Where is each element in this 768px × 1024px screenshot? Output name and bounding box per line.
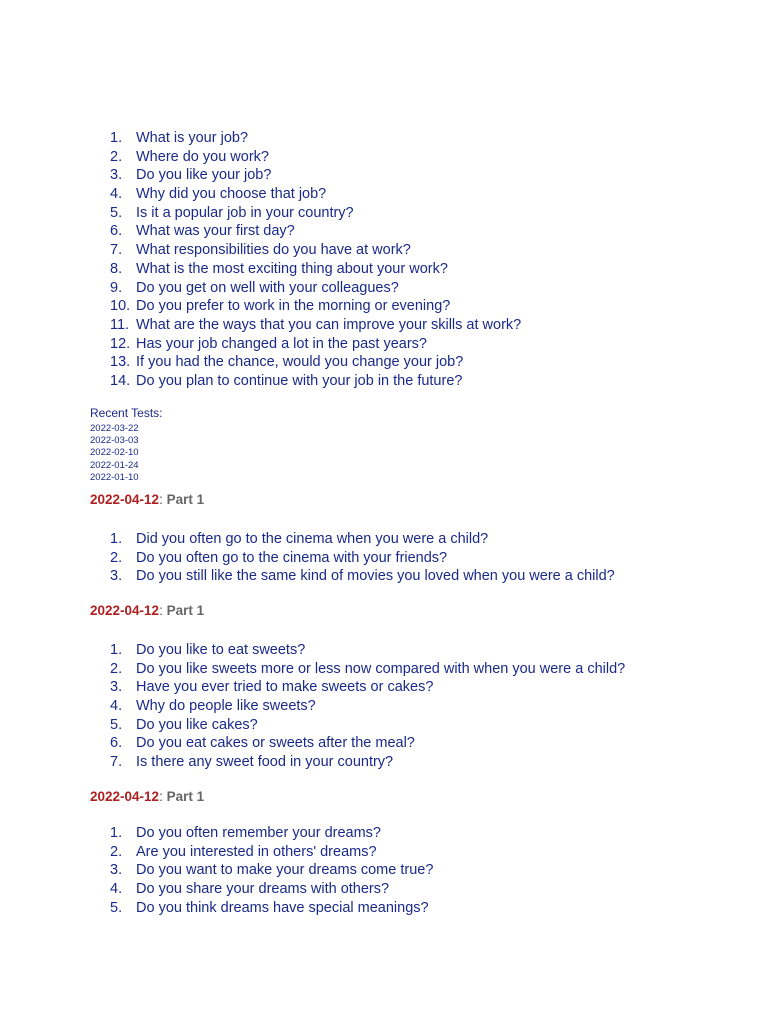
- item-number: 11.: [110, 316, 130, 333]
- list-item: [110, 185, 521, 204]
- item-number: 7.: [110, 242, 123, 259]
- list-item: [110, 372, 521, 391]
- question-text: Do you prefer to work in the morning or evening?: [136, 298, 451, 315]
- recent-test-link[interactable]: 2022-03-22: [90, 423, 139, 434]
- list-item: [110, 166, 521, 185]
- section-colon: :: [159, 492, 163, 507]
- list-item: [110, 260, 521, 279]
- list-item: [110, 530, 615, 549]
- question-text: Do you still like the same kind of movies you loved when you were a child?: [136, 568, 615, 585]
- list-item: [110, 753, 625, 772]
- item-number: 12.: [110, 335, 131, 352]
- section-part: Part 1: [166, 492, 205, 507]
- recent-test-link[interactable]: 2022-03-03: [90, 435, 139, 447]
- item-number: 6.: [110, 735, 123, 752]
- item-number: 3.: [110, 862, 123, 879]
- section-date: 2022-04-12: [90, 492, 160, 507]
- dreams-questions-list: [110, 824, 433, 917]
- recent-test-link[interactable]: 2022-02-10: [90, 447, 139, 459]
- list-item: [110, 861, 433, 880]
- question-text: Do you like sweets more or less now compared with when you were a child?: [136, 660, 626, 677]
- sweets-questions-list: [110, 641, 625, 772]
- item-number: 1.: [110, 130, 123, 146]
- list-item: [110, 641, 625, 660]
- recent-test-link[interactable]: 2022-01-24: [90, 459, 139, 471]
- question-text: Is there any sweet food in your country?: [136, 754, 394, 771]
- list-item: [110, 279, 521, 298]
- question-text: If you had the chance, would you change your job?: [136, 354, 464, 371]
- item-number: 10.: [110, 298, 131, 315]
- item-number: 1.: [110, 825, 123, 841]
- list-item: [110, 824, 433, 843]
- list-item: [110, 678, 625, 697]
- recent-tests-list: [90, 423, 162, 484]
- item-number: 5.: [110, 899, 123, 916]
- question-text: Do you like cakes?: [136, 716, 258, 733]
- question-text: Are you interested in others' dreams?: [136, 843, 377, 860]
- question-text: Do you want to make your dreams come true?: [136, 862, 434, 879]
- item-number: 3.: [110, 167, 123, 184]
- question-text: Why did you choose that job?: [136, 186, 327, 203]
- list-item: [110, 335, 521, 354]
- question-text: Has your job changed a lot in the past years?: [136, 335, 427, 352]
- item-number: 4.: [110, 698, 123, 715]
- section-part: Part 1: [166, 789, 205, 804]
- section-colon: :: [159, 789, 163, 804]
- question-text: Is it a popular job in your country?: [136, 204, 354, 221]
- section-part: Part 1: [166, 603, 205, 618]
- item-number: 2.: [110, 549, 123, 566]
- job-questions-list: [110, 129, 521, 391]
- question-text: Do you plan to continue with your job in the future?: [136, 372, 463, 389]
- question-text: What was your first day?: [136, 223, 295, 240]
- question-text: What are the ways that you can improve your skills at work?: [136, 316, 522, 333]
- cinema-questions-list: [110, 530, 615, 586]
- list-item: [110, 734, 625, 753]
- question-text: What is your job?: [136, 130, 249, 146]
- question-text: What responsibilities do you have at work?: [136, 242, 411, 259]
- list-item: [110, 316, 521, 335]
- list-item: [110, 241, 521, 260]
- section-heading: [90, 789, 204, 804]
- list-item: [110, 899, 433, 918]
- item-number: 5.: [110, 716, 123, 733]
- list-item: [110, 567, 615, 586]
- item-number: 7.: [110, 754, 123, 771]
- section-date: 2022-04-12: [90, 789, 160, 804]
- recent-tests-block: [90, 406, 162, 484]
- question-text: Have you ever tried to make sweets or cakes?: [136, 679, 434, 696]
- list-item: [110, 297, 521, 316]
- list-item: [110, 549, 615, 568]
- item-number: 3.: [110, 568, 123, 585]
- item-number: 3.: [110, 679, 123, 696]
- question-text: Do you like your job?: [136, 167, 272, 184]
- list-item: [110, 697, 625, 716]
- item-number: 2.: [110, 843, 123, 860]
- list-item: [110, 843, 433, 862]
- list-item: [110, 148, 521, 167]
- section-heading: [90, 603, 204, 618]
- item-number: 4.: [110, 186, 123, 203]
- list-item: [110, 880, 433, 899]
- item-number: 9.: [110, 279, 123, 296]
- list-item: [110, 129, 521, 148]
- list-item: [110, 353, 521, 372]
- question-text: Do you think dreams have special meanings?: [136, 899, 429, 916]
- list-item: [110, 716, 625, 735]
- section-date: 2022-04-12: [90, 603, 160, 618]
- item-number: 6.: [110, 223, 123, 240]
- list-item: [110, 222, 521, 241]
- item-number: 1.: [110, 531, 123, 547]
- question-text: Do you like to eat sweets?: [136, 642, 306, 658]
- item-number: 13.: [110, 354, 131, 371]
- question-text: Do you often go to the cinema with your friends?: [136, 549, 448, 566]
- item-number: 1.: [110, 642, 123, 658]
- question-text: Do you often remember your dreams?: [136, 825, 381, 841]
- question-text: Do you eat cakes or sweets after the meal?: [136, 735, 415, 752]
- recent-test-link[interactable]: 2022-01-10: [90, 471, 139, 483]
- list-item: [110, 660, 625, 679]
- list-item: [110, 204, 521, 223]
- section-heading: [90, 492, 204, 507]
- item-number: 8.: [110, 260, 123, 277]
- section-colon: :: [159, 603, 163, 618]
- question-text: Why do people like sweets?: [136, 698, 316, 715]
- question-text: What is the most exciting thing about your work?: [136, 260, 448, 277]
- question-text: Do you get on well with your colleagues?: [136, 279, 399, 296]
- question-text: Do you share your dreams with others?: [136, 881, 390, 898]
- question-text: Where do you work?: [136, 148, 269, 165]
- recent-tests-label: Recent Tests:: [90, 406, 163, 420]
- item-number: 14.: [110, 372, 131, 389]
- item-number: 4.: [110, 881, 123, 898]
- item-number: 2.: [110, 148, 123, 165]
- item-number: 2.: [110, 660, 123, 677]
- question-text: Did you often go to the cinema when you were a child?: [136, 531, 489, 547]
- item-number: 5.: [110, 204, 123, 221]
